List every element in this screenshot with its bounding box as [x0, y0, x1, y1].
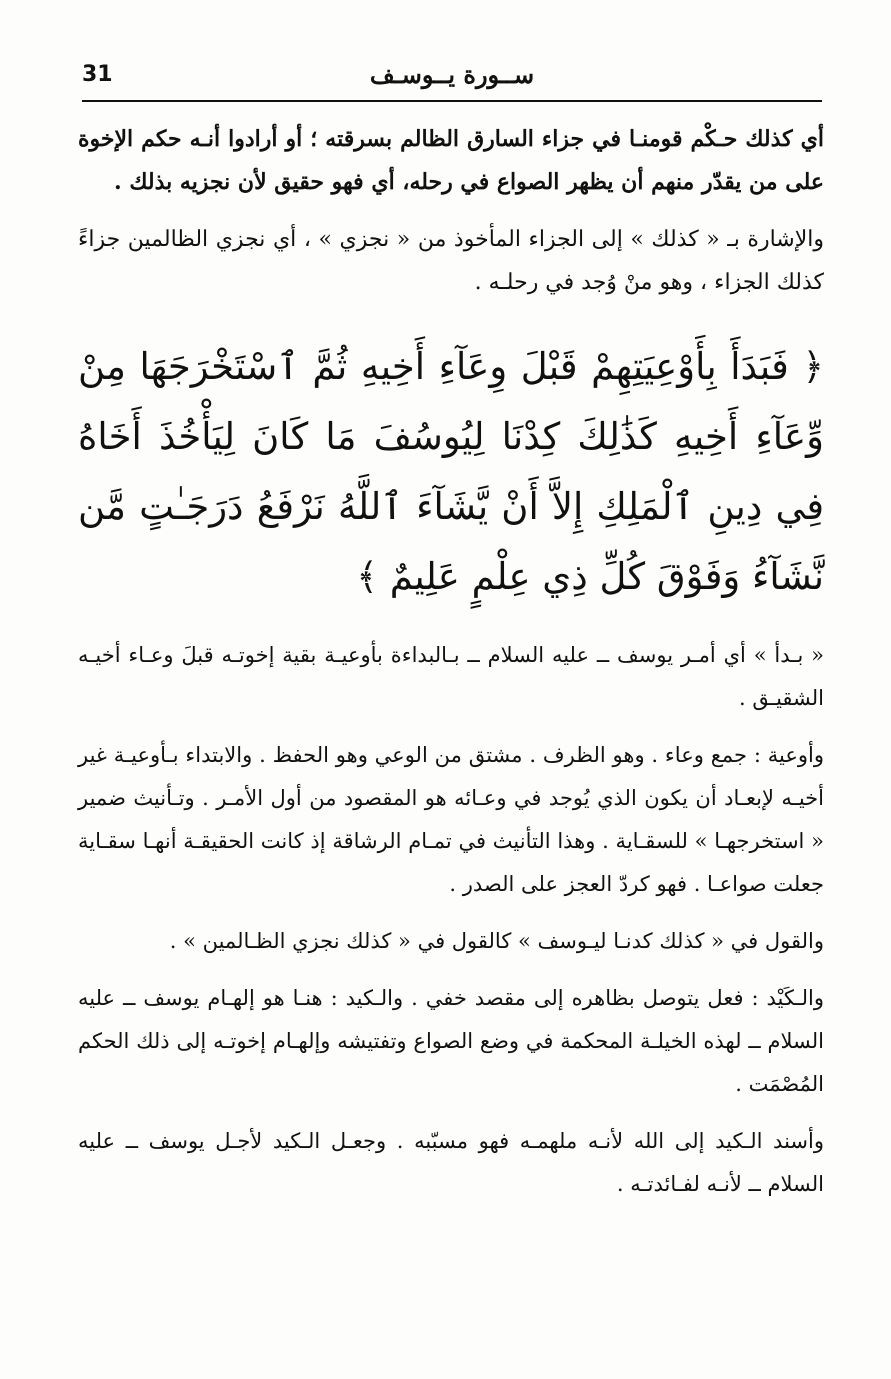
paragraph-3: « بـدأ » أي أمـر يوسف ــ عليه السلام ــ بـالبداءة بأوعيـة بقية إخوتـه قبلَ وعـاء أخيـه الشقيـق . — [78, 643, 824, 710]
paragraph-2: والإشارة بـ « كذلك » إلى الجزاء المأخوذ من « نجزي » ، أي نجزي الظالمين جزاءً كذلك الجزاء ، وهو منْ وُجد في رحلـه . — [78, 227, 824, 295]
surah-title: ســورة يــوسـف — [369, 60, 535, 89]
paragraph-4: وأوعية : جمع وعاء . وهو الظرف . مشتق من الوعي وهو الحفظ . والابتداء بـأوعيـة غير أخيـه لإبعـاد أن يكون الذي يُوجد في وعـائه هو المقصود من أول الأمـر . وتـأنيث ضمير « استخرجهـا » للسقـاية . وهذا التأنيث في تمـام الرشاقة إذ كانت الحقيقـة أنهـا سقـاية جعلت صواعـا . فهو كردّ العجز على الصدر . — [78, 743, 824, 896]
paragraph-5: والقول في « كذلك كدنـا ليـوسف » كالقول في « كذلك نجزي الظـالمين » . — [169, 929, 824, 953]
page-number: 31 — [82, 62, 113, 87]
page-header — [82, 56, 822, 102]
paragraph-6: والـكَيْد : فعل يتوصل بظاهره إلى مقصد خفي . والـكيد : هنـا هو إلهـام يوسف ــ عليه السلام ــ لهذه الخيلـة المحكمة في وضع الصواع وتفتيشه وإلهـام إخوتـه إلى ذلك الحكم المُصْمَت . — [78, 986, 824, 1096]
paragraph-1: أي كذلك حـكْم قومنـا في جزاء السارق الظالم بسرقته ؛ أو أرادوا أنـه حكم الإخوة على من يقدّر منهم أن يظهر الصواع في رحله، أي فهو حقيق لأن نجزيه بذلك . — [78, 126, 824, 195]
page-content — [78, 118, 824, 1220]
quran-verse: ﴿ فَبَدَأَ بِأَوْعِيَتِهِمْ قَبْلَ وِعَآءِ أَخِيهِ ثُمَّ ٱسْتَخْرَجَهَا مِنْ وِّعَآءِ أَخِيهِ كَذَٰلِكَ كِدْنَا لِيُوسُفَ مَا كَانَ لِيَأْخُذَ أَخَاهُ فِي دِينِ ٱلْمَلِكِ إِلاَّ أَنْ يَّشَآءَ ٱللَّهُ نَرْفَعُ دَرَجَـٰتٍ مَّن نَّشَآءُ وَفَوْقَ كُلِّ ذِي عِلْمٍ عَلِيمٌ ﴾ — [78, 345, 824, 598]
paragraph-7: وأسند الـكيد إلى الله لأنـه ملهمـه فهو مسبّبه . وجعـل الـكيد لأجـل يوسف ــ عليه السلام ــ لأنـه لفـائدتـه . — [78, 1129, 824, 1196]
